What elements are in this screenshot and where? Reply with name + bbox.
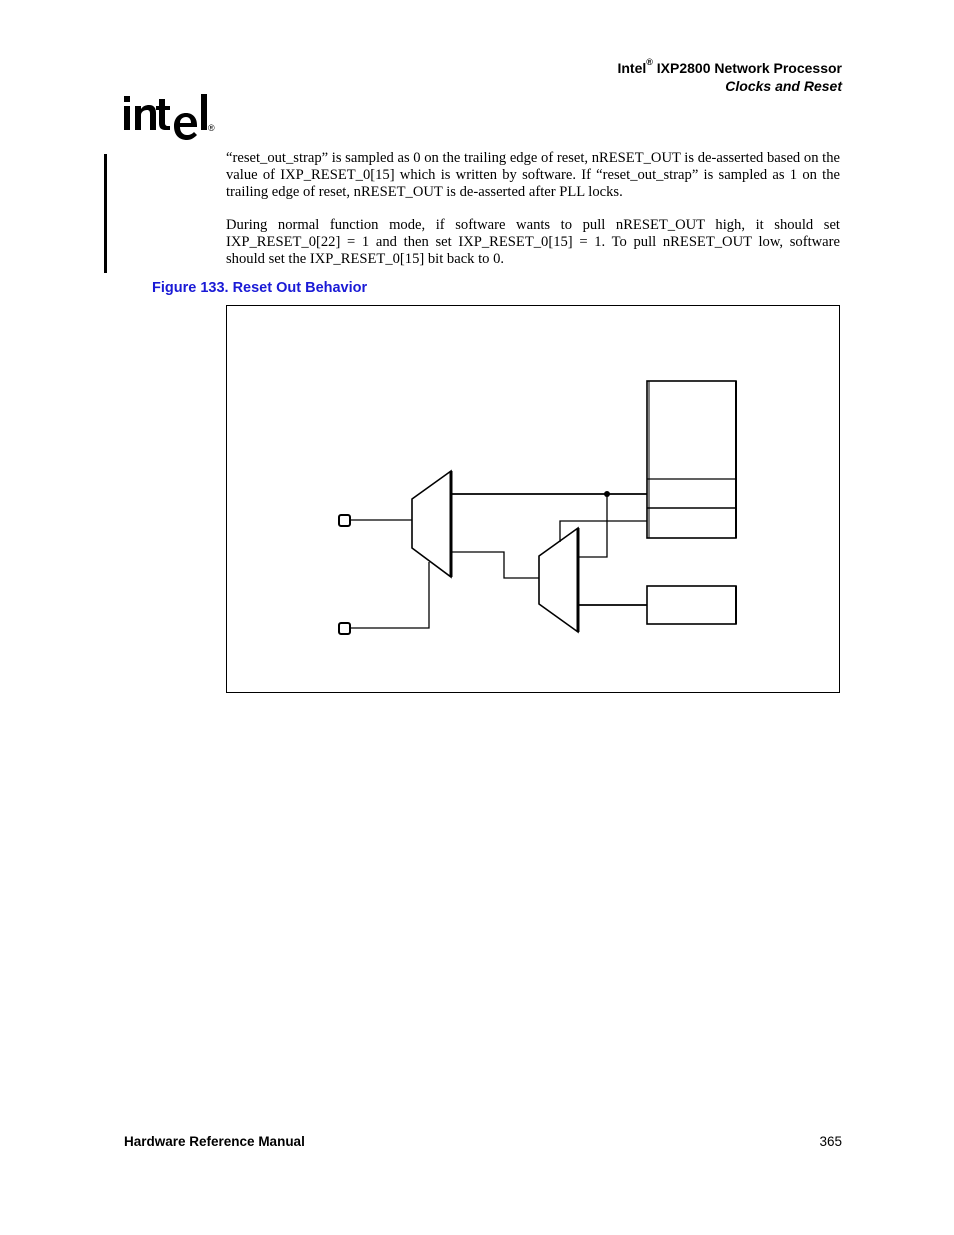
- wire-mux1-to-mux2: [451, 552, 539, 578]
- wire-junction-to-mux2: [578, 494, 607, 557]
- footer-manual-title: Hardware Reference Manual: [124, 1134, 305, 1149]
- wire-junction-dot: [604, 491, 610, 497]
- input-pad-2: [339, 623, 350, 634]
- logo-registered-mark: ®: [208, 123, 215, 133]
- mux-2: [539, 528, 578, 632]
- register-block: [647, 381, 736, 538]
- header-product: IXP2800 Network Processor: [656, 60, 842, 76]
- header-registered-mark: ®: [646, 57, 653, 68]
- footer-page-number: 365: [819, 1134, 842, 1149]
- reset-out-diagram-svg: [227, 306, 841, 694]
- body-paragraph-1: “reset_out_strap” is sampled as 0 on the trailing edge of reset, nRESET_OUT is de-asserted based on the value of IXP_RESET_0[15] which is written by software. If “reset_out_strap” is sampled as 1 on the trailing edge of reset, nRESET_OUT is de-asserted after PLL locks.: [226, 150, 840, 200]
- change-bar: [104, 154, 107, 273]
- intel-logo: [121, 88, 221, 148]
- reset-out-diagram: [226, 305, 840, 693]
- header-title: [617, 57, 842, 76]
- header-section: Clocks and Reset: [725, 78, 842, 94]
- figure-caption: Figure 133. Reset Out Behavior: [152, 280, 368, 296]
- input-pad-1: [339, 515, 350, 526]
- body-paragraph-2: During normal function mode, if software wants to pull nRESET_OUT high, it should set IXP_RESET_0[22] = 1 and then set IXP_RESET_0[15] = 1. To pull nRESET_OUT low, software should set the IXP_RESET_0[15] bit back to 0.: [226, 217, 840, 267]
- output-block: [647, 586, 736, 624]
- wire-pad2-to-mux1-select: [350, 562, 429, 628]
- header-brand: Intel: [617, 60, 647, 76]
- mux-1: [412, 471, 451, 577]
